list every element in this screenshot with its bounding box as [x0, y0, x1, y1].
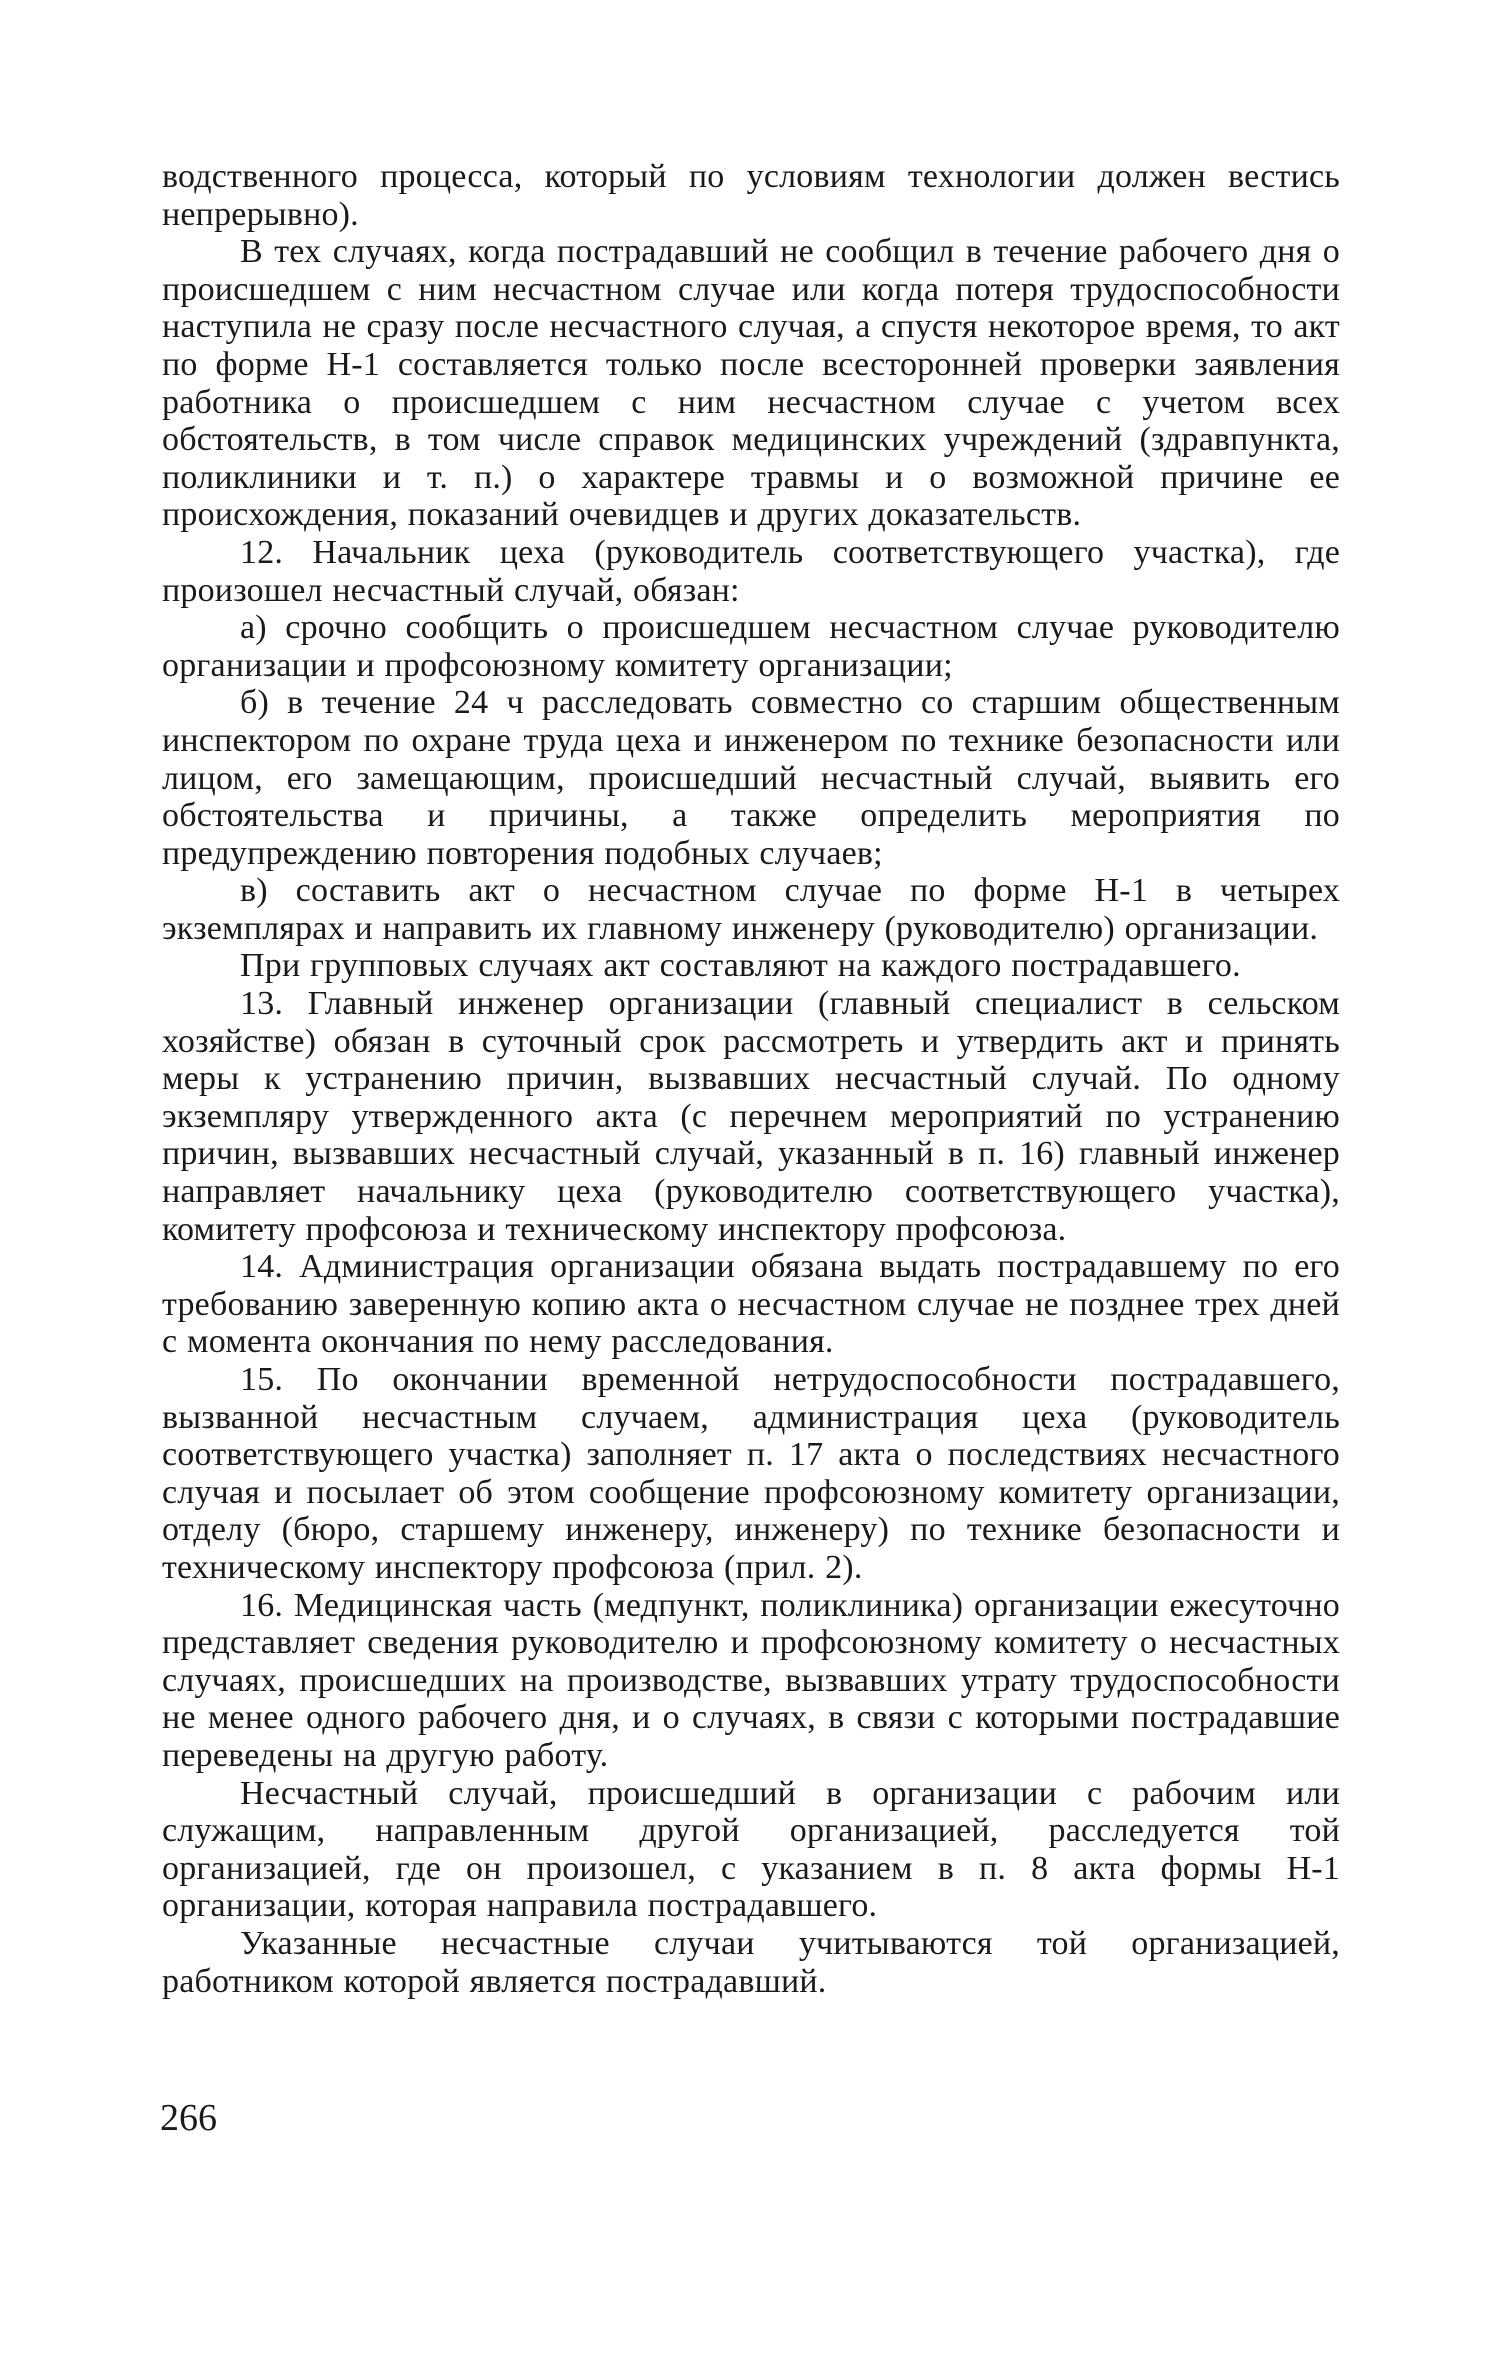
paragraph-item-12a: а) срочно сообщить о происшедшем несчастном случае руководителю организации и профсоюзному комитету организации;: [162, 609, 1340, 684]
paragraph-item-16: 16. Медицинская часть (медпункт, поликлиника) организации ежесуточно представляет сведения руководителю и профсоюзному комитету о несчастных случаях, происшедших на производстве, вызвавших утрату трудоспособности не менее одного рабочего дня, и о случаях, в связи с которыми пострадавшие переведены на другую работу.: [162, 1586, 1340, 1774]
paragraph-item-14: 14. Администрация организации обязана выдать пострадавшему по его требованию заверенную копию акта о несчастном случае не позднее трех дней с момента окончания по нему расследования.: [162, 1248, 1340, 1361]
paragraph-continuation: водственного процесса, который по условиям технологии должен вестись непрерывно).: [162, 158, 1340, 233]
paragraph-item-13: 13. Главный инженер организации (главный специалист в сельском хозяйстве) обязан в суточный срок рассмотреть и утвердить акт и принять меры к устранению причин, вызвавших несчастный случай. По одному экземпляру утвержденного акта (с перечнем мероприятий по устранению причин, вызвавших несчастный случай, указанный в п. 16) главный инженер направляет начальнику цеха (руководителю соответствующего участка), комитету профсоюза и техническому инспектору профсоюза.: [162, 985, 1340, 1248]
paragraph-item-12: 12. Начальник цеха (руководитель соответствующего участка), где произошел несчастный случай, обязан:: [162, 533, 1340, 609]
paragraph-other-organization: Несчастный случай, происшедший в организации с рабочим или служащим, направленным другой организацией, расследуется той организацией, где он произошел, с указанием в п. 8 акта формы Н-1 организации, которая направила пострадавшего.: [162, 1774, 1340, 1925]
paragraph-group-cases: При групповых случаях акт составляют на каждого пострадавшего.: [240, 947, 1241, 985]
paragraph-item-12b: б) в течение 24 ч расследовать совместно со старшим общественным инспектором по охране труда цеха и инженером по технике безопасности или лицом, его замещающим, происшедший несчастный случай, выявить его обстоятельства и причины, а также определить мероприятия по предупреждению повторения подобных случаев;: [162, 684, 1340, 872]
page-number: 266: [160, 2097, 217, 2139]
page-body: [162, 158, 1340, 2000]
paragraph-late-report: В тех случаях, когда пострадавший не сообщил в течение рабочего дня о происшедшем с ним несчастном случае или когда потеря трудоспособности наступила не сразу после несчастного случая, а спустя некоторое время, то акт по форме Н-1 составляется только после всесторонней проверки заявления работника о происшедшем с ним несчастном случае с учетом всех обстоятельств, в том числе справок медицинских учреждений (здравпункта, поликлиники и т. п.) о характере травмы и о возможной причине ее происхождения, показаний очевидцев и других доказательств.: [162, 233, 1340, 534]
paragraph-item-15: 15. По окончании временной нетрудоспособности пострадавшего, вызванной несчастным случаем, администрация цеха (руководитель соответствующего участка) заполняет п. 17 акта о последствиях несчастного случая и посылает об этом сообщение профсоюзному комитету организации, отделу (бюро, старшему инженеру, инженеру) по технике безопасности и техническому инспектору профсоюза (прил. 2).: [162, 1361, 1340, 1586]
paragraph-item-12v: в) составить акт о несчастном случае по форме Н-1 в четырех экземплярах и направить их главному инженеру (руководителю) организации.: [162, 872, 1340, 947]
paragraph-accounting: Указанные несчастные случаи учитываются той организацией, работником которой является пострадавший.: [162, 1924, 1340, 2000]
